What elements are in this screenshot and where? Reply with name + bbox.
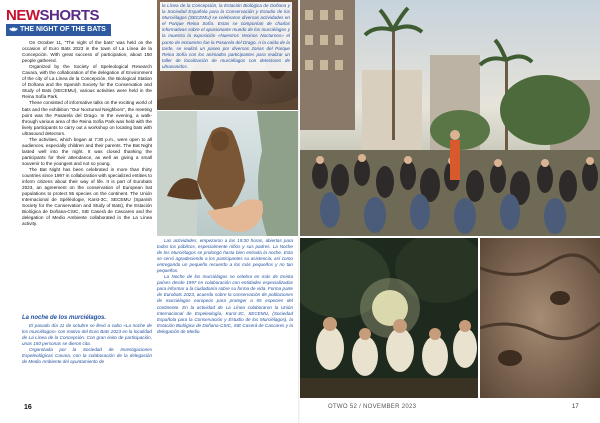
magazine-issue: OTWO 52 / NOVEMBER 2023 bbox=[328, 404, 417, 410]
page-number-left: 16 bbox=[24, 404, 32, 411]
page-number-right: 17 bbox=[572, 404, 579, 410]
kicker-title: THE NIGHT OF THE BATS bbox=[20, 26, 106, 33]
photo-crowd-park bbox=[300, 0, 600, 236]
english-paragraph: The activities, which began at 7:30 p.m., were open to all audiences, especially children and their parents. The Bat Night lasted well into the night. It was closed thanking the participants for their attendance, as well as giving a small souvenir to the youngest and not so young. bbox=[22, 136, 152, 166]
kicker-bar bbox=[6, 24, 111, 36]
photo-children-night bbox=[300, 238, 478, 398]
spanish-article-left bbox=[22, 323, 152, 365]
bat-icon bbox=[9, 26, 18, 34]
section-logo bbox=[6, 8, 99, 24]
spanish-article-top: la Línea de la Concepción, la Estación Biológica de Doñana y la Sociedad Española para la Conservación y Estudio de los Murciélagos (SECEMU) se celebraron diversas actividades en el Parque Reina Sofía. Estas se componían de charlas informativas sobre el apasionante mundo de los murciélagos y la muestra la exposición «Nuestros Vecinos Nocturnos» el punto de encuentro fue la Pasarela del Drago. A la caída de la tarde, se realizó un paseo por diversas zonas del Parque Reina Sofía con los animados participantes para realizar un taller de localización de murciélagos con detectores de ultrasonidos. bbox=[160, 2, 292, 71]
spanish-heading: La noche de los murciélagos. bbox=[22, 315, 107, 321]
english-paragraph: On October 11, "The night of the bats" was held on the occasion of Euro Bats 2023 in the town of La Línea de la Concepción. With great success of participation, about 150 people gathered. bbox=[22, 40, 152, 64]
photo-cave-rock bbox=[480, 238, 600, 398]
spanish-paragraph: Las actividades, empezaron a las 19:30 horas, abiertas para todos los públicos, especialmente niños y sus padres. La Noche de los Murciélagos se prolongó hasta bien entrada la noche. Esta se cerró agradeciendo a los participantes su asistencia, así como entregando un pequeño recuerdo a los más pequeños y no tan pequeños. bbox=[157, 238, 293, 274]
spanish-article-bottom bbox=[157, 238, 293, 335]
english-article bbox=[22, 40, 152, 227]
spanish-paragraph: El pasado día 11 de octubre se llevó a cabo «La noche de los murciélagos» con motivo del Euro Bats 2023 en la localidad de La Línea de la Concepción. Con gran éxito de participación, unas 150 personas se dieron cita. bbox=[22, 323, 152, 347]
english-paragraph: These consisted of informative talks on the exciting world of bats and the exhibition "Our Nocturnal Neighbors", the meeting point was the Pasarela del Drago. In the evening, a walk-through various area of the Reina Sofía Park was held with the lively participants to carry out a workshop on locating bats with ultrasound detectors. bbox=[22, 100, 152, 136]
right-page bbox=[300, 0, 600, 423]
english-paragraph: The Bat Night has been celebrated in more than thirty countries since 1997 in collaboration with specialized entities to inform citizens about their way of life. It is part of Eurobats 2023, an agreement on the conservation of European bat populations to protect 55 species on the continent. The Unión Internacional de Spéléologie, Karst-3C, SECEMU (Spanish Society for the Conservation and Study of Bats), the Estación Biológica de Doñana-CSIC, SIE Caserá de Cascares and the delegation of Medio Ambiente collaborated in the La Línea activity. bbox=[22, 166, 153, 227]
spanish-paragraph: Organizada por la Sociedad de Investigaciones Espeleológicas Cavara, con la colaboración de la delegación de Medio Ambiente del ayuntamiento de bbox=[22, 347, 152, 365]
logo-new: NEW bbox=[6, 7, 40, 24]
logo-shorts: SHORTS bbox=[39, 7, 100, 24]
english-paragraph: Organized by the Society of Speleological Research Cavara, with the collaboration of the delegation of Environment of the city of La Línea de la Concepción, the Biological Station of Doñana and the Spanish Society for the Conservation and Study of Bats (SECEMU), various activities were held in the Reina Sofía Park. bbox=[22, 64, 152, 100]
spanish-paragraph: La Noche de los murciélagos se celebra en más de treinta países desde 1997 en colaboración con entidades especializadas para informar a la ciudadanía sobre su forma de vida. Forma parte de Eurobats 2023, acuerdo sobre la conservación de poblaciones de murciélagos europeos para proteger a 55 especies del continente. En la actividad de La Línea colaboraron la Unión Internacional de Espeleología, Karst-3C, SECEMU, (Sociedad Española para la Conservación y Estudio de los Murciélagos), la Estación Biológica de Doñana-CSIC, SIE Caserá de Cascares y la delegación de Medio. bbox=[157, 274, 293, 334]
photo-bat-hand bbox=[157, 111, 300, 236]
